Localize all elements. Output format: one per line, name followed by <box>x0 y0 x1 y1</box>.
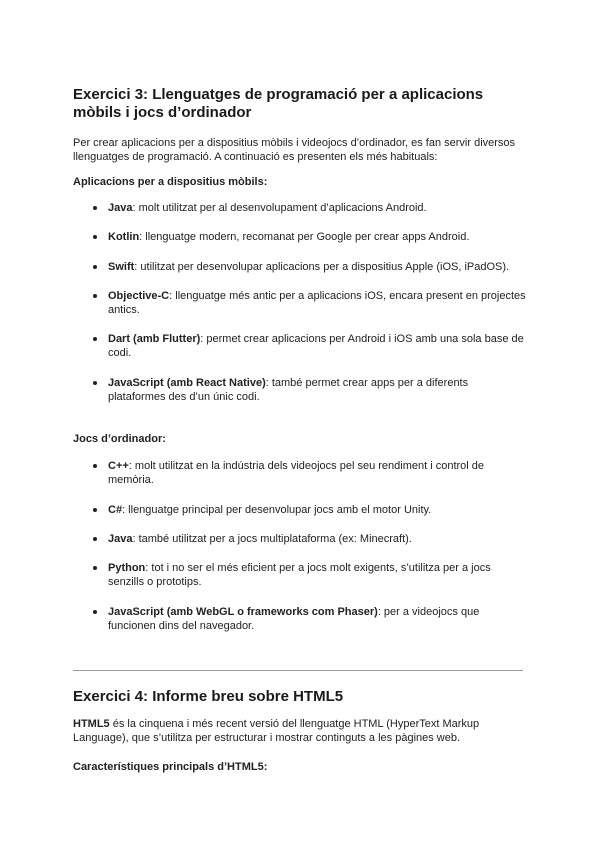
mobile-heading: Aplicacions per a dispositius mòbils: <box>73 176 268 188</box>
exercise-3-intro: Per crear aplicacions per a dispositius mòbils i videojocs d’ordinador, es fan servir diversos llenguatges de programació. A continuació es presenten els més habituals: <box>73 137 516 163</box>
list-item: Java: molt utilitzat per al desenvolupament d’aplicacions Android. <box>108 201 528 215</box>
list-item: Java: també utilitzat per a jocs multiplataforma (ex: Minecraft). <box>108 532 528 546</box>
games-heading: Jocs d’ordinador: <box>73 433 166 445</box>
list-item: C++: molt utilitzat en la indústria dels videojocs pel seu rendiment i control de memòria. <box>108 459 528 487</box>
section-divider <box>73 670 523 671</box>
exercise-3-title: Exercici 3: Llenguatges de programació per a aplicacions mòbils i jocs d’ordinador <box>73 86 484 121</box>
list-item: Swift: utilitzat per desenvolupar aplicacions per a dispositius Apple (iOS, iPadOS). <box>108 260 528 274</box>
list-item: JavaScript (amb React Native): també permet crear apps per a diferents plataformes des d’un únic codi. <box>108 376 528 404</box>
list-item: Kotlin: llenguatge modern, recomanat per Google per crear apps Android. <box>108 230 528 244</box>
list-item: Python: tot i no ser el més eficient per a jocs molt exigents, s’utilitza per a jocs senzills o prototips. <box>108 561 528 589</box>
list-item: Dart (amb Flutter): permet crear aplicacions per Android i iOS amb una sola base de codi. <box>108 332 528 360</box>
list-item: JavaScript (amb WebGL o frameworks com Phaser): per a videojocs que funcionen dins del navegador. <box>108 605 528 633</box>
list-item: C#: llenguatge principal per desenvolupar jocs amb el motor Unity. <box>108 503 528 517</box>
list-item: Objective-C: llenguatge més antic per a aplicacions iOS, encara present en projectes antics. <box>108 289 528 317</box>
exercise-4-intro: HTML5 és la cinquena i més recent versió del llenguatge HTML (HyperText Markup Language), que s’utilitza per estructurar i mostrar continguts a les pàgines web. <box>73 718 480 744</box>
features-heading: Característiques principals d’HTML5: <box>73 761 268 773</box>
exercise-4-title: Exercici 4: Informe breu sobre HTML5 <box>73 688 344 705</box>
